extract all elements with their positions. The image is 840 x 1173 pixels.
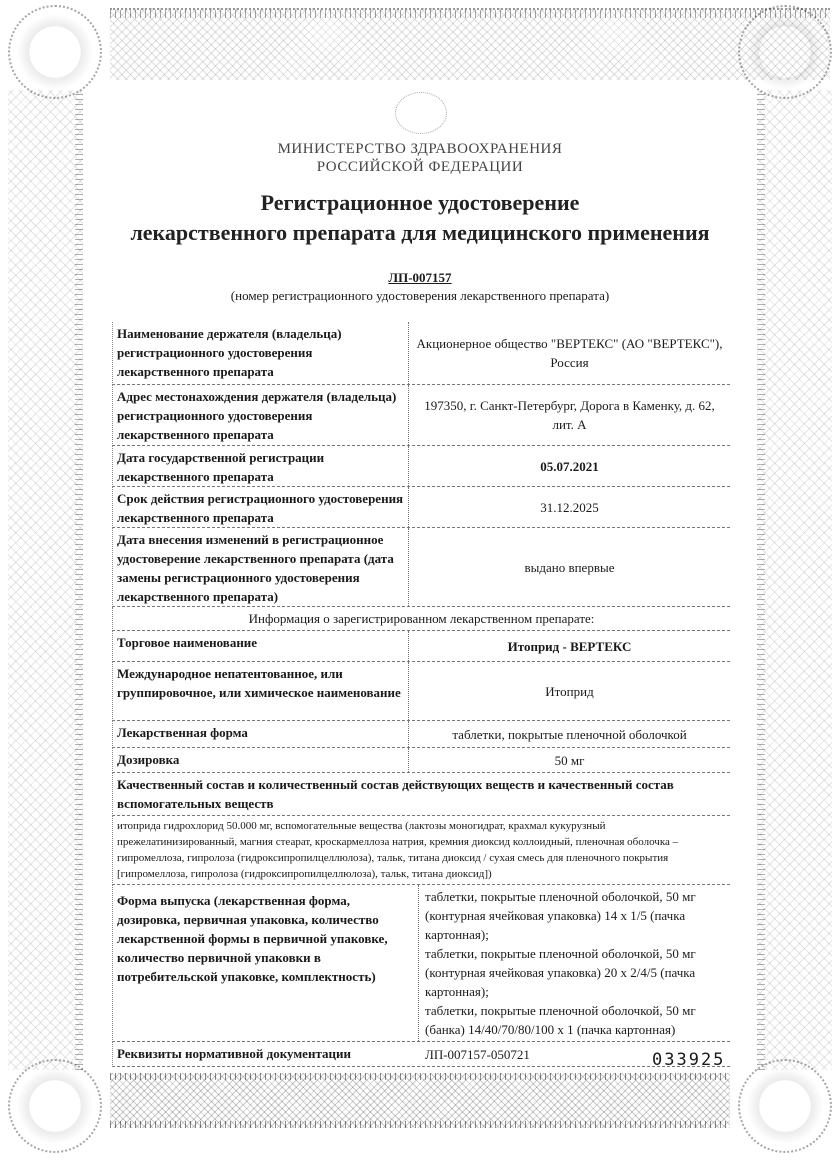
row-label: Наименование держателя (владельца) регистрационного удостоверения лекарственного препарата	[113, 322, 409, 384]
row-label: Форма выпуска (лекарственная форма, дозировка, первичная упаковка, количество лекарственной формы в первичной упаковке, количество первичной упаковки в потребительской упаковке, комплектность)	[113, 885, 419, 1041]
row-value: 197350, г. Санкт-Петербург, Дорога в Каменку, д. 62, лит. А	[424, 398, 715, 432]
row-value: выдано впервые	[524, 559, 615, 575]
table-row-dosage	[112, 748, 730, 773]
registration-number-caption: (номер регистрационного удостоверения лекарственного препарата)	[230, 288, 610, 303]
rosette-ornament-icon	[8, 5, 102, 99]
row-label: Адрес местонахождения держателя (владельца) регистрационного удостоверения лекарственного препарата	[113, 385, 409, 445]
ministry-line-1: МИНИСТЕРСТВО ЗДРАВООХРАНЕНИЯ	[277, 141, 563, 157]
serial-number: 033925	[652, 1050, 726, 1070]
row-value: 50 мг	[554, 752, 585, 768]
release-form-item: таблетки, покрытые пленочной оболочкой, 50 мг (банка) 14/40/70/80/100 x 1 (пачка картонная)	[425, 1003, 696, 1037]
row-label: Международное непатентованное, или группировочное, или химическое наименование	[113, 662, 409, 720]
release-form-list	[419, 885, 730, 1041]
title-line-2: лекарственного препарата для медицинского применения	[130, 220, 710, 245]
table-row-trade-name	[112, 631, 730, 662]
table-row-validity	[112, 487, 730, 528]
table-row-changes-date	[112, 528, 730, 607]
certificate-table	[112, 322, 730, 1067]
row-value: 05.07.2021	[540, 458, 599, 474]
release-form-item: таблетки, покрытые пленочной оболочкой, 50 мг (контурная ячейковая упаковка) 14 x 1/5 (пачка картонная);	[425, 889, 696, 942]
decorative-border-top	[110, 8, 830, 80]
row-value: таблетки, покрытые пленочной оболочкой	[452, 726, 687, 742]
table-row-inn	[112, 662, 730, 721]
rosette-ornament-icon	[738, 1059, 832, 1153]
row-value: Итоприд	[545, 683, 594, 699]
document-title	[0, 188, 840, 248]
composition-heading: Качественный состав и количественный состав действующих веществ и качественный состав вспомогательных веществ	[112, 773, 730, 816]
row-label: Дата государственной регистрации лекарственного препарата	[113, 446, 409, 486]
table-row-normative-docs	[112, 1042, 730, 1067]
ministry-line-2: РОССИЙСКОЙ ФЕДЕРАЦИИ	[316, 159, 524, 175]
row-value: ЛП-007157-050721	[425, 1046, 530, 1062]
row-value: 31.12.2025	[540, 499, 599, 515]
row-label: Дата внесения изменений в регистрационное удостоверение лекарственного препарата (дата замены регистрационного удостоверения лекарственного препарата)	[113, 528, 409, 606]
row-value: Акционерное общество "ВЕРТЕКС" (АО "ВЕРТЕКС"), Россия	[416, 336, 723, 370]
table-row-holder-address	[112, 385, 730, 446]
row-label: Лекарственная форма	[113, 721, 409, 747]
table-row-holder-name	[112, 322, 730, 385]
row-label: Срок действия регистрационного удостоверения лекарственного препарата	[113, 487, 409, 527]
state-emblem-icon	[395, 92, 447, 134]
table-row-dosage-form	[112, 721, 730, 748]
row-label: Реквизиты нормативной документации	[117, 1046, 351, 1061]
row-label: Дозировка	[113, 748, 409, 772]
registration-number: ЛП-007157	[388, 270, 452, 285]
rosette-ornament-icon	[8, 1059, 102, 1153]
table-row-registration-date	[112, 446, 730, 487]
row-label: Торговое наименование	[113, 631, 409, 661]
rosette-ornament-icon	[738, 5, 832, 99]
table-row-release-form	[112, 885, 730, 1042]
row-value: Итоприд - ВЕРТЕКС	[507, 638, 632, 654]
ministry-header	[0, 140, 840, 176]
release-form-item: таблетки, покрытые пленочной оболочкой, 50 мг (контурная ячейковая упаковка) 20 x 2/4/5 (пачка картонная);	[425, 946, 696, 999]
composition-text: итоприда гидрохлорид 50.000 мг, вспомогательные вещества (лактозы моногидрат, крахмал кукурузный прежелатинизированный, магния стеарат, кроскармеллоза натрия, кремния диоксид коллоидный, пленочная оболочка – гипромеллоза, гипролоза (гидроксипропилцеллюлоза), тальк, титана диоксид / сухая смесь для пленочного покрытия [гипромеллоза, гипролоза (гидроксипропилцеллюлоза), тальк, титана диоксид])	[112, 816, 730, 885]
info-heading: Информация о зарегистрированном лекарственном препарате:	[112, 607, 730, 631]
title-line-1: Регистрационное удостоверение	[260, 190, 580, 215]
decorative-border-bottom	[110, 1073, 730, 1128]
